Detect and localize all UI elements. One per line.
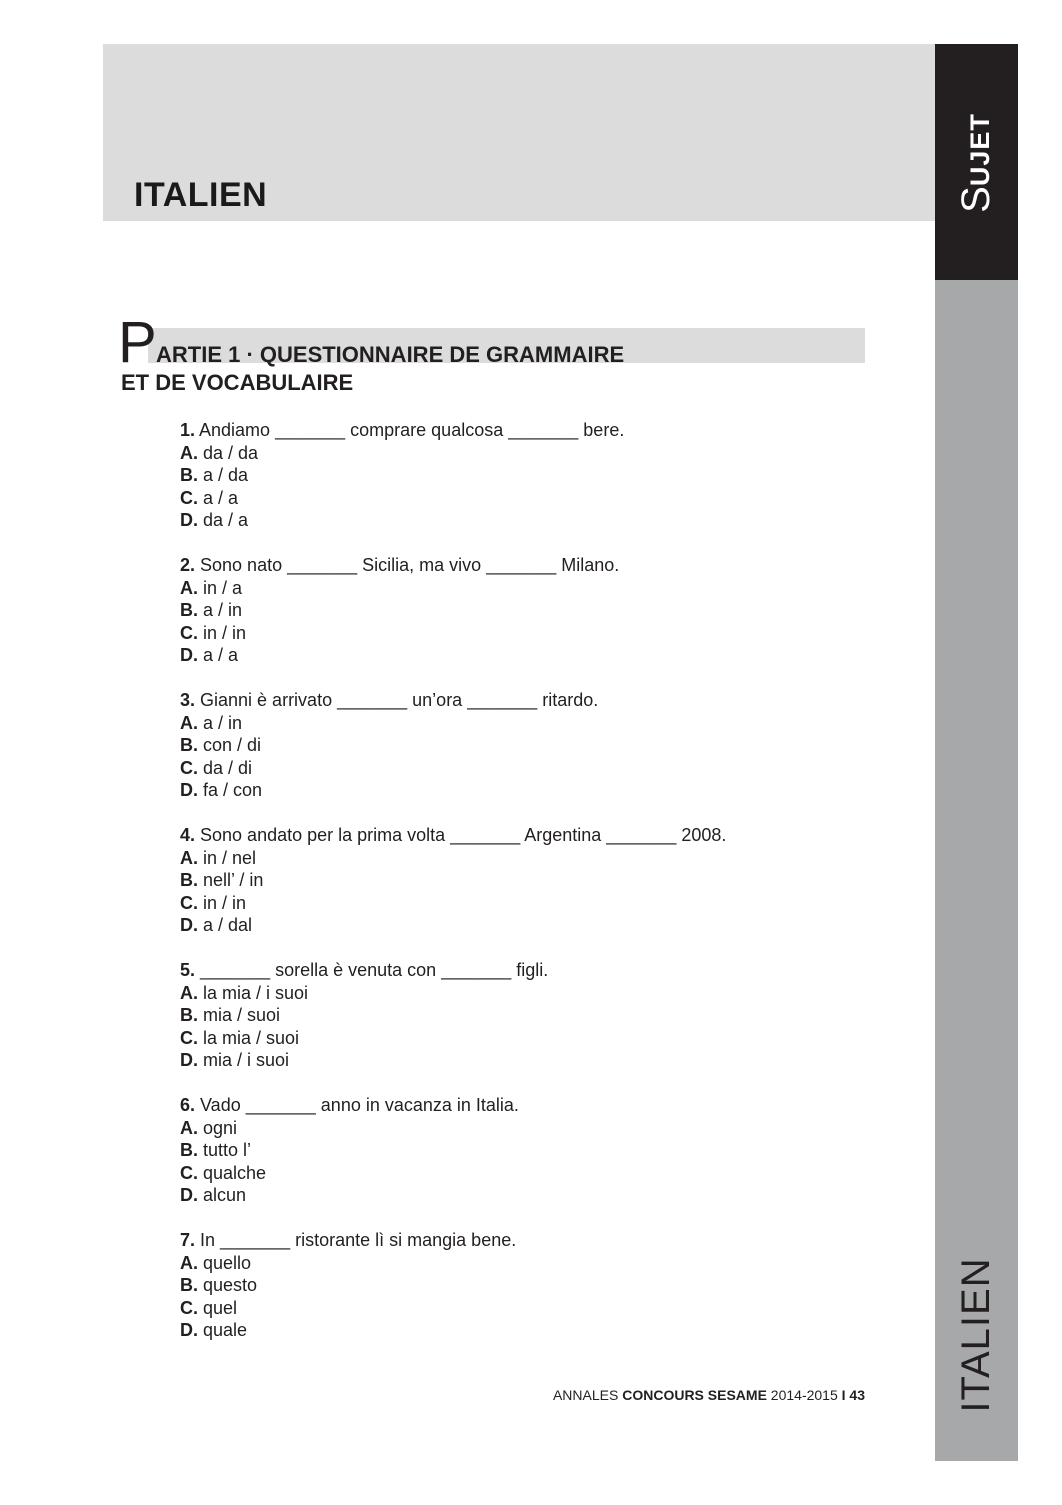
option-text: in / a	[198, 577, 243, 598]
option-letter: A.	[180, 982, 198, 1003]
answer-option	[180, 442, 726, 465]
option-text: mia / suoi	[198, 1005, 281, 1025]
answer-option	[180, 1184, 726, 1207]
page-footer	[553, 1387, 865, 1403]
option-text: da / da	[198, 442, 259, 463]
section-heading-line1: ARTIE 1 · QUESTIONNAIRE DE GRAMMAIRE	[156, 342, 625, 367]
option-text: tutto l’	[198, 1140, 252, 1160]
page-number: I 43	[841, 1387, 865, 1403]
question-number: 3.	[180, 690, 196, 710]
answer-option	[180, 869, 726, 892]
question-text: Andiamo _______ comprare qualcosa _______ bere.	[195, 420, 625, 440]
option-letter: A.	[180, 1117, 198, 1138]
answer-option	[180, 1027, 726, 1050]
question-7	[180, 1229, 726, 1342]
option-text: a / da	[198, 465, 249, 485]
answer-option	[180, 1004, 726, 1027]
option-letter: C.	[180, 892, 198, 913]
footer-brand: CONCOURS SESAME	[622, 1387, 767, 1403]
question-number: 4.	[180, 825, 196, 845]
question-stem	[180, 554, 726, 577]
answer-option	[180, 779, 726, 802]
option-letter: B.	[180, 465, 198, 485]
section-heading-initial: P	[118, 310, 157, 375]
footer-prefix: ANNALES	[552, 1387, 623, 1403]
option-text: a / dal	[198, 915, 253, 935]
option-text: qualche	[198, 1162, 267, 1183]
option-text: da / di	[198, 757, 253, 778]
option-text: in / in	[198, 892, 247, 913]
answer-option	[180, 577, 726, 600]
option-letter: D.	[180, 915, 198, 935]
option-text: quel	[198, 1297, 238, 1318]
option-text: da / a	[198, 510, 249, 530]
answer-option	[180, 1252, 726, 1275]
sidebar-sujet-rest: UJET	[965, 113, 995, 187]
option-letter: C.	[180, 1162, 198, 1183]
question-1	[180, 419, 726, 532]
question-3	[180, 689, 726, 802]
option-letter: D.	[180, 780, 198, 800]
answer-option	[180, 464, 726, 487]
option-letter: C.	[180, 487, 198, 508]
question-4	[180, 824, 726, 937]
question-5	[180, 959, 726, 1072]
option-text: fa / con	[198, 780, 263, 800]
option-letter: C.	[180, 622, 198, 643]
option-text: la mia / suoi	[198, 1027, 300, 1048]
option-text: nell’ / in	[198, 870, 264, 890]
question-text: Vado _______ anno in vacanza in Italia.	[195, 1095, 519, 1115]
question-text: In _______ ristorante lì si mangia bene.	[195, 1230, 517, 1250]
option-letter: A.	[180, 1252, 198, 1273]
answer-option	[180, 1319, 726, 1342]
option-letter: A.	[180, 577, 198, 598]
question-number: 7.	[180, 1230, 196, 1250]
option-text: quello	[198, 1252, 252, 1273]
option-text: a / in	[198, 600, 243, 620]
question-stem	[180, 689, 726, 712]
option-letter: B.	[180, 600, 198, 620]
question-stem	[180, 419, 726, 442]
option-letter: A.	[180, 847, 198, 868]
option-text: mia / i suoi	[198, 1050, 290, 1070]
answer-option	[180, 1297, 726, 1320]
sidebar-sujet-initial: S	[954, 186, 998, 213]
question-number: 6.	[180, 1095, 196, 1115]
option-letter: C.	[180, 1027, 198, 1048]
question-text: Gianni è arrivato _______ un’ora _______ ritardo.	[195, 690, 599, 710]
option-letter: C.	[180, 757, 198, 778]
option-letter: B.	[180, 1140, 198, 1160]
answer-option	[180, 1049, 726, 1072]
answer-option	[180, 892, 726, 915]
answer-option	[180, 757, 726, 780]
question-number: 5.	[180, 960, 196, 980]
option-text: a / a	[198, 645, 239, 665]
option-text: quale	[198, 1320, 248, 1340]
option-text: ogni	[198, 1117, 238, 1138]
answer-option	[180, 847, 726, 870]
answer-option	[180, 644, 726, 667]
answer-option	[180, 487, 726, 510]
answer-option	[180, 734, 726, 757]
option-letter: B.	[180, 735, 198, 755]
option-letter: B.	[180, 1005, 198, 1025]
option-letter: B.	[180, 1275, 198, 1295]
option-letter: A.	[180, 712, 198, 733]
section-heading-line2: ET DE VOCABULAIRE	[121, 370, 354, 395]
answer-option	[180, 1139, 726, 1162]
option-letter: B.	[180, 870, 198, 890]
answer-option	[180, 982, 726, 1005]
option-letter: D.	[180, 1050, 198, 1070]
option-text: la mia / i suoi	[198, 982, 309, 1003]
sidebar-italien-label: ITALIEN	[954, 1257, 998, 1413]
option-letter: D.	[180, 510, 198, 530]
page-title: ITALIEN	[134, 176, 268, 214]
answer-option	[180, 712, 726, 735]
sidebar-sujet-label	[956, 113, 996, 213]
option-letter: D.	[180, 1185, 198, 1205]
option-letter: D.	[180, 645, 198, 665]
question-6	[180, 1094, 726, 1207]
question-stem	[180, 1094, 726, 1117]
option-letter: A.	[180, 442, 198, 463]
answer-option	[180, 622, 726, 645]
question-text: Sono andato per la prima volta _______ Argentina _______ 2008.	[195, 825, 727, 845]
answer-option	[180, 914, 726, 937]
option-text: alcun	[198, 1185, 247, 1205]
footer-years: 2014-2015	[766, 1387, 842, 1403]
question-stem	[180, 1229, 726, 1252]
question-number: 1.	[180, 420, 196, 440]
answer-option	[180, 509, 726, 532]
option-text: questo	[198, 1275, 258, 1295]
question-number: 2.	[180, 555, 196, 575]
question-text: _______ sorella è venuta con _______ figli.	[195, 960, 549, 980]
option-text: a / in	[198, 712, 243, 733]
answer-option	[180, 1274, 726, 1297]
option-text: a / a	[198, 487, 239, 508]
question-stem	[180, 824, 726, 847]
answer-option	[180, 1162, 726, 1185]
option-text: in / in	[198, 622, 247, 643]
question-list	[180, 419, 726, 1364]
option-letter: C.	[180, 1297, 198, 1318]
question-text: Sono nato _______ Sicilia, ma vivo _______ Milano.	[195, 555, 620, 575]
option-text: con / di	[198, 735, 262, 755]
question-stem	[180, 959, 726, 982]
option-letter: D.	[180, 1320, 198, 1340]
question-2	[180, 554, 726, 667]
answer-option	[180, 599, 726, 622]
answer-option	[180, 1117, 726, 1140]
option-text: in / nel	[198, 847, 257, 868]
